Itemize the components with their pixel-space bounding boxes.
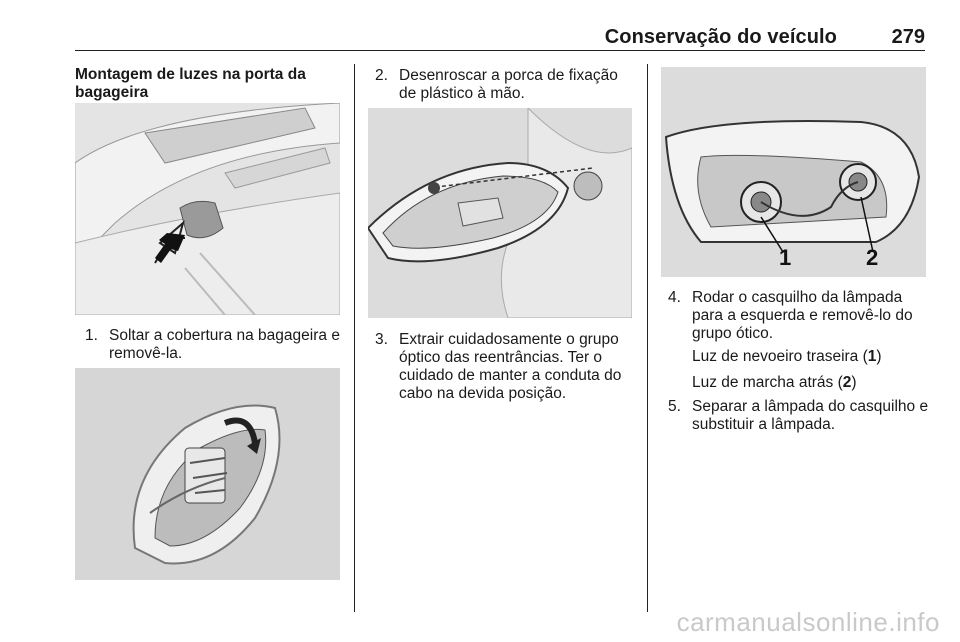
figure-bulb-sockets [661, 67, 926, 277]
column-divider-left [354, 64, 355, 612]
callout-1: 1 [779, 245, 792, 270]
page-header [75, 24, 925, 51]
figure-lamp-opening [75, 368, 340, 580]
step-1: 1. Soltar a cobertura na bagageira e removê-la. [85, 327, 340, 362]
note-fog-light: Luz de nevoeiro traseira (1) [692, 348, 882, 365]
page-title: Conservação do veículo [604, 26, 837, 48]
page-number: 279 [891, 26, 925, 48]
watermark: carmanualsonline.info [676, 607, 940, 637]
column-divider-right [647, 64, 648, 612]
figure-plastic-nut [368, 108, 632, 318]
step-4: 4. Rodar o casquilho da lâmpada para a esquerda e removê-lo do grupo ótico. [668, 289, 913, 342]
figure-tailgate-cover [75, 103, 340, 315]
note-reverse-light: Luz de marcha atrás (2) [692, 374, 857, 391]
step-2: 2. Desenroscar a porca de fixação de plástico à mão. [375, 67, 618, 102]
callout-2: 2 [866, 245, 879, 270]
step-5: 5. Separar a lâmpada do casquilho e substituir a lâmpada. [668, 398, 929, 433]
step-3: 3. Extrair cuidadosamente o grupo óptico das reentrâncias. Ter o cuidado de manter a conduta do cabo na devida posição. [375, 331, 622, 402]
section-heading: Montagem de luzes na porta da bagageira [75, 66, 306, 101]
